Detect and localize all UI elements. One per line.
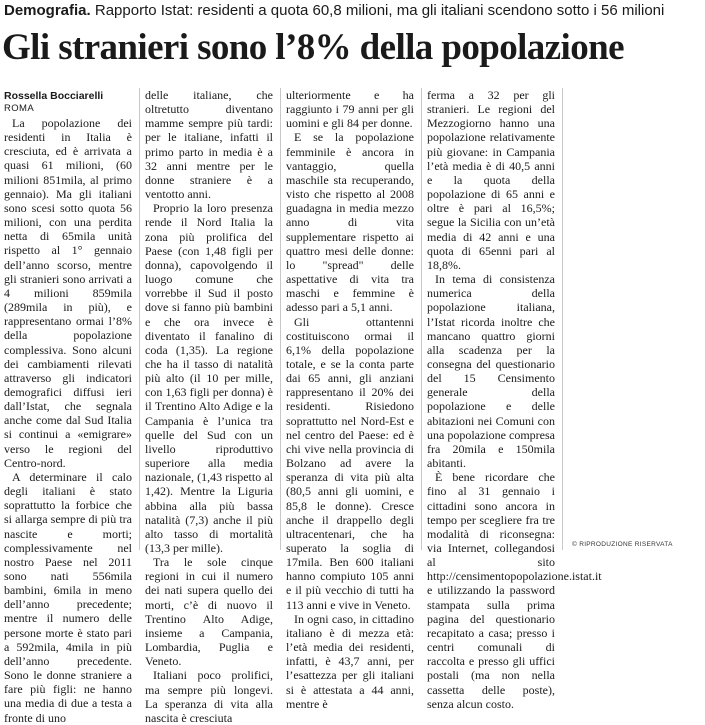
paragraph: È bene ricordare che fino al 31 gennaio i cittadini sono ancora in tempo per scegliere fra tre modalità di riconsegna: via Internet, collegandosi al sito http://censimentopopolazione.istat.it e utilizzando la password stampata sulla prima pagina del questionario recapitato a casa; presso i centri comunali di raccolta e presso gli uffici postali (ma non nella cassetta delle poste), senza alcun costo. <box>427 470 602 711</box>
paragraph: Proprio la loro presenza rende il Nord Italia la zona più prolifica del Paese (con 1,48 figli per donna), capovolgendo il luogo comune che vorrebbe il Sud il posto dove si fanno più bambini e che ora invece è diventato il fanalino di coda (1,35). La regione che ha il tasso di natalità più alto (il 10 per mille, con 1,63 figli per donna) è il Trentino Alto Adige e la Campania è l’unica tra quelle del Sud con un livello riproduttivo superiore alla media nazionale, (1,43 rispetto al 1,42). Mentre la Liguria abbina alla più bassa natalità (7,3) anche il più alto tasso di mortalità (13,3 per mille). <box>145 201 273 555</box>
article-column-4 <box>427 88 602 711</box>
section-tag: Demografia. <box>4 2 91 19</box>
paragraph: ulteriormente e ha raggiunto i 79 anni per gli uomini e gli 84 per donne. <box>286 88 414 131</box>
paragraph: E se la popolazione femminile è ancora in vantaggio, quella maschile sta recuperando, visto che rispetto al 2008 guadagna in media mezzo anno di vita supplementare rispetto ai quattro mesi delle donne: lo "spread" delle aspettative di vita tra maschi e femmine è adesso pari a 5,1 anni. <box>286 130 414 315</box>
paragraph: Italiani poco prolifici, ma sempre più longevi. La speranza di vita alla nascita è cresciuta <box>145 668 273 725</box>
kicker-text: Rapporto Istat: residenti a quota 60,8 milioni, ma gli italiani scendono sotto i 56 milioni <box>90 2 665 19</box>
column-rule <box>562 88 563 550</box>
paragraph: Gli ottantenni costituiscono ormai il 6,1% della popolazione totale, e se la conta parte dai 65 anni, gli anziani rappresentano il 20% dei residenti. Risiedono soprattutto nel Nord-Est e nel centro del Paese: ed è chi vive nella provincia di Bolzano ad avere la speranza di vita più alta (80,5 anni gli uomini, e 85,8 le donne). Cresce anche il drappello degli ultracentenari, che ha superato la soglia di 17mila. Ben 600 italiani hanno compiuto 105 anni e il più vecchio di tutti ha 113 anni e vive in Veneto. <box>286 314 414 612</box>
author-byline: Rossella Bocciarelli <box>4 90 104 102</box>
paragraph: In tema di consistenza numerica della popolazione italiana, l’Istat ricorda inoltre che mancano quattro giorni alla scadenza per la consegna del questionario del 15 Censimento generale della popolazione e delle abitazioni nei Comuni con una popolazione compresa fra 20mila e 150mila abitanti. <box>427 272 555 471</box>
paragraph: In ogni caso, in cittadino italiano è di mezza età: l’età media dei residenti, infatti, è 43,7 anni, per l’esattezza per gli italiani si è attestata a 44 anni, mentre è <box>286 611 414 711</box>
article-kicker <box>4 1 704 21</box>
paragraph: ferma a 32 per gli stranieri. Le regioni del Mezzogiorno hanno una popolazione relativamente più giovane: in Campania l’età media è di 40,5 anni e la quota della popolazione di 65 anni e oltre è pari al 16,5%; segue la Sicilia con un’età media di 42 anni e una quota di 65enni pari al 18,8%. <box>427 88 555 272</box>
article-headline: Gli stranieri sono l’8% della popolazione <box>2 27 624 68</box>
paragraph: La popolazione dei residenti in Italia è cresciuta, ed è arrivata a quasi 61 milioni, (60 milioni 851mila, al primo gennaio). Ma gli italiani sono scesi sotto quota 56 milioni, con una perdita netta di 65mila unità rispetto al 1° gennaio dell’anno scorso, mentre gli stranieri sono arrivati a 4 milioni 859mila (289mila in più), e rappresentano ormai l’8% della popolazione complessiva. Sono alcuni dei cambiamenti rilevati attraverso gli indicatori demografici diffusi ieri dall’Istat, che segnala anche come dal Sud Italia si continui a «emigrare» verso le regioni del Centro-nord. <box>4 116 132 470</box>
paragraph: A determinare il calo degli italiani è stato soprattutto la forbice che si allarga sempre di più tra nascite e morti; complessivamente nel nostro Paese nel 2011 sono nati 556mila bambini, 6mila in meno dell’anno precedente; mentre il numero delle persone morte è stato pari a 592mila, 4mila in più dell’anno precedente. Sono le donne straniere a fare più figli: ne hanno una media di due a testa a fronte di uno <box>4 469 132 725</box>
article-column-1 <box>4 116 132 725</box>
dateline-place: ROMA <box>4 103 35 114</box>
paragraph: delle italiane, che oltretutto diventano mamme sempre più tardi: per le italiane, infatti il primo parto in media è a 32 anni mentre per le donne straniere è a ventotto anni. <box>145 88 273 202</box>
article-column-2 <box>145 88 273 725</box>
paragraph: Tra le sole cinque regioni in cui il numero dei nati supera quello dei morti, c’è di nuovo il Trentino Alto Adige, insieme a Campania, Lombardia, Puglia e Veneto. <box>145 555 273 669</box>
copyright-notice: © RIPRODUZIONE RISERVATA <box>572 541 673 548</box>
column-rule <box>421 88 422 550</box>
article-column-3 <box>286 88 414 711</box>
column-rule <box>139 88 140 550</box>
column-rule <box>280 88 281 550</box>
